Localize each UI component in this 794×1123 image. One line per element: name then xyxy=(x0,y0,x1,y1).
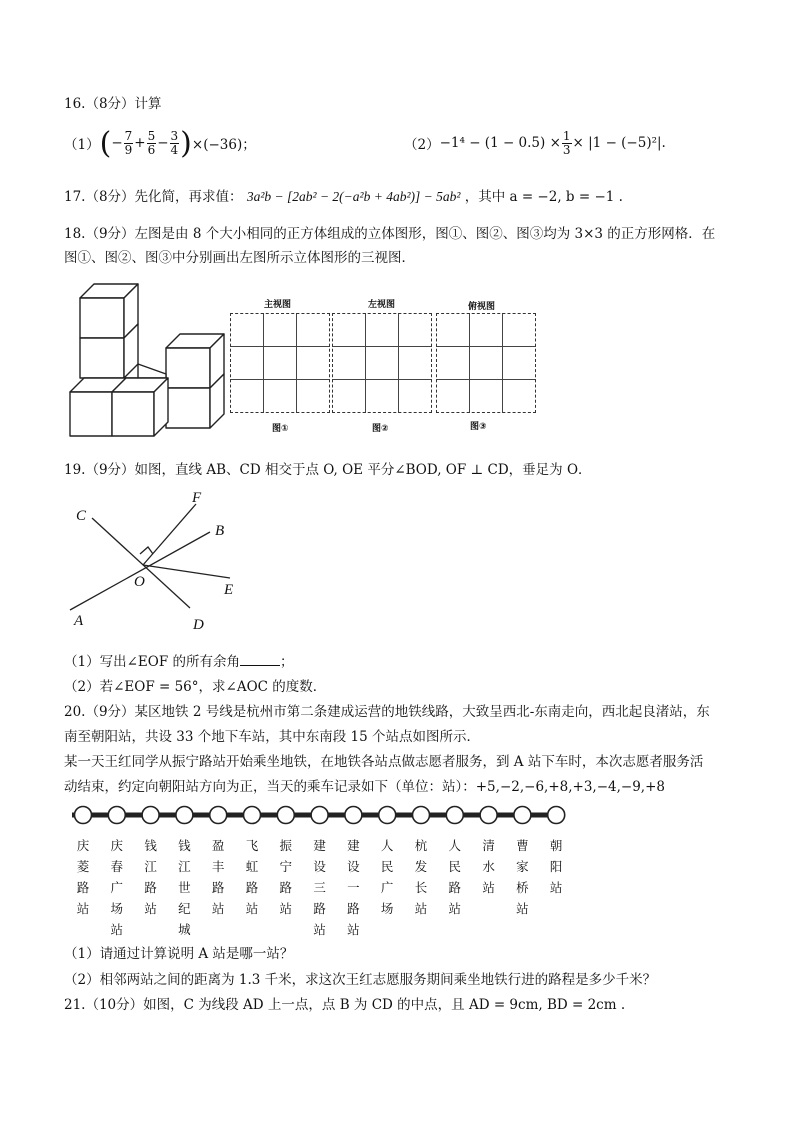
grid1-caption: 图① xyxy=(272,424,289,434)
q19-sub2: （2）若∠EOF = 56°，求∠AOC 的度数． xyxy=(64,679,327,695)
station-dot xyxy=(446,807,463,824)
label-D: D xyxy=(193,617,204,633)
station-label: 人 民 路 站 xyxy=(448,838,462,916)
station-label: 建 设 一 路 站 xyxy=(347,838,360,937)
grid3-title: 俯视图 xyxy=(468,302,496,312)
station-label: 清 水 站 xyxy=(482,838,495,895)
q18-line1: 18.（9分）左图是由 8 个大小相同的正方体组成的立体图形，图①、图②、图③均为 3×3 的正方形网格．在 xyxy=(64,226,716,242)
q16-p1-tail: ×(−36)； xyxy=(191,137,256,153)
fraction-3-4: $\frac{3}{4}$ xyxy=(170,128,179,157)
label-F: F xyxy=(192,490,202,506)
station-label: 杭 发 长 站 xyxy=(414,838,428,916)
station-dot xyxy=(244,807,261,824)
station-dot xyxy=(379,807,396,824)
station-label: 曹 家 桥 站 xyxy=(516,838,529,916)
q19-sub1-end: ； xyxy=(279,654,294,670)
station-dot xyxy=(311,807,328,824)
q16-part1: （1） ( − $\frac{7}{9}$ + $\frac{5}{6}$ − $\frac{3}{4}$ ) ×(−36)； xyxy=(64,125,256,161)
q20-line2: 南至朝阳站，共设 33 个地下车站，其中东南段 15 个站点如图所示． xyxy=(64,729,481,745)
q16-p2-expr-a: −1⁴ − (1 − 0.5) × xyxy=(439,135,561,151)
fraction-7-9: $\frac{7}{9}$ xyxy=(124,128,133,157)
q17-expression: 3a²b − [2ab² − 2(−a²b + 4ab²)] − 5ab² xyxy=(246,189,461,204)
fraction-1-3: $\frac{1}{3}$ xyxy=(562,128,571,157)
station-label: 振 宁 路 站 xyxy=(279,838,293,916)
q21-line1: 21.（10分）如图，C 为线段 AD 上一点，点 B 为 CD 的中点，且 AD = 9cm, BD = 2cm . xyxy=(64,997,626,1013)
q16-part2 xyxy=(404,125,666,161)
q19-sub1 xyxy=(64,650,293,670)
metro-line-diagram xyxy=(66,800,576,830)
grid3-caption: 图③ xyxy=(470,422,487,432)
station-dot xyxy=(75,807,92,824)
station-label: 朝 阳 站 xyxy=(549,838,563,895)
q19-sub1-text: （1）写出∠EOF 的所有余角 xyxy=(64,654,240,670)
grid1-title: 主视图 xyxy=(264,300,292,310)
station-dot xyxy=(210,807,227,824)
station-dot xyxy=(176,807,193,824)
q16-p2-label: （2） xyxy=(404,137,440,153)
station-label: 庆 春 广 场 站 xyxy=(110,838,124,937)
station-label: 建 设 三 路 站 xyxy=(313,838,326,937)
grid2-caption: 图② xyxy=(372,424,389,434)
label-C: C xyxy=(76,508,87,524)
station-label: 飞 虹 路 站 xyxy=(245,838,259,916)
angle-diagram xyxy=(60,486,260,636)
label-B: B xyxy=(215,523,225,539)
q17-tail: ，其中 a = −2, b = −1 . xyxy=(464,189,623,205)
q20-sub2: （2）相邻两站之间的距离为 1.3 千米，求这次王红志愿服务期间乘坐地铁行进的路程是多少千米？ xyxy=(64,972,657,988)
q19-line1: 19.（9分）如图，直线 AB、CD 相交于点 O, OE 平分∠BOD, OF ⊥ CD，垂足为 O． xyxy=(64,462,592,478)
station-label: 钱 江 世 纪 城 xyxy=(178,838,191,937)
cube-figure xyxy=(66,278,226,440)
grid-front-view[interactable] xyxy=(230,313,330,413)
station-label: 盈 丰 路 站 xyxy=(211,838,225,916)
q20-line4: 动结束，约定向朝阳站方向为正，当天的乘车记录如下（单位：站）：+5,−2,−6,+8,+3,−4,−9,+8 xyxy=(64,779,665,795)
station-dot xyxy=(345,807,362,824)
answer-blank[interactable] xyxy=(240,653,280,666)
q20-sub1: （1）请通过计算说明 A 站是哪一站？ xyxy=(64,946,294,962)
q16-p2-expr-b: × |1 − (−5)²|. xyxy=(572,135,666,151)
q20-line3: 某一天王红同学从振宁路站开始乘坐地铁，在地铁各站点做志愿者服务，到 A 站下车时，本次志愿者服务活 xyxy=(64,754,704,770)
grid-top-view[interactable] xyxy=(436,313,536,413)
station-label: 庆 菱 路 站 xyxy=(76,838,90,916)
fraction-5-6: $\frac{5}{6}$ xyxy=(147,128,156,157)
q20-line1: 20.（9分）某区地铁 2 号线是杭州市第二条建成运营的地铁线路，大致呈西北-东南走向，西北起良渚站，东 xyxy=(64,704,710,720)
label-A: A xyxy=(74,613,84,629)
q16-p1-label: （1） xyxy=(64,137,100,153)
q17-head: 17.（8分）先化简，再求值： xyxy=(64,189,243,205)
q17-line xyxy=(64,185,623,205)
station-label: 人 民 广 场 xyxy=(380,838,394,916)
station-dot xyxy=(277,807,294,824)
grid2-title: 左视图 xyxy=(368,300,396,310)
station-dot xyxy=(548,807,565,824)
q16-title: 16.（8分）计算 xyxy=(64,96,162,112)
grid-side-view[interactable] xyxy=(332,313,432,413)
station-dot xyxy=(108,807,125,824)
station-dot xyxy=(480,807,497,824)
station-dot xyxy=(514,807,531,824)
q18-line2: 图①、图②、图③中分别画出左图所示立体图形的三视图． xyxy=(64,250,415,266)
station-label: 钱 江 路 站 xyxy=(144,838,157,916)
label-E: E xyxy=(224,582,234,598)
station-dot xyxy=(413,807,430,824)
label-O: O xyxy=(134,574,145,590)
station-dot xyxy=(142,807,159,824)
